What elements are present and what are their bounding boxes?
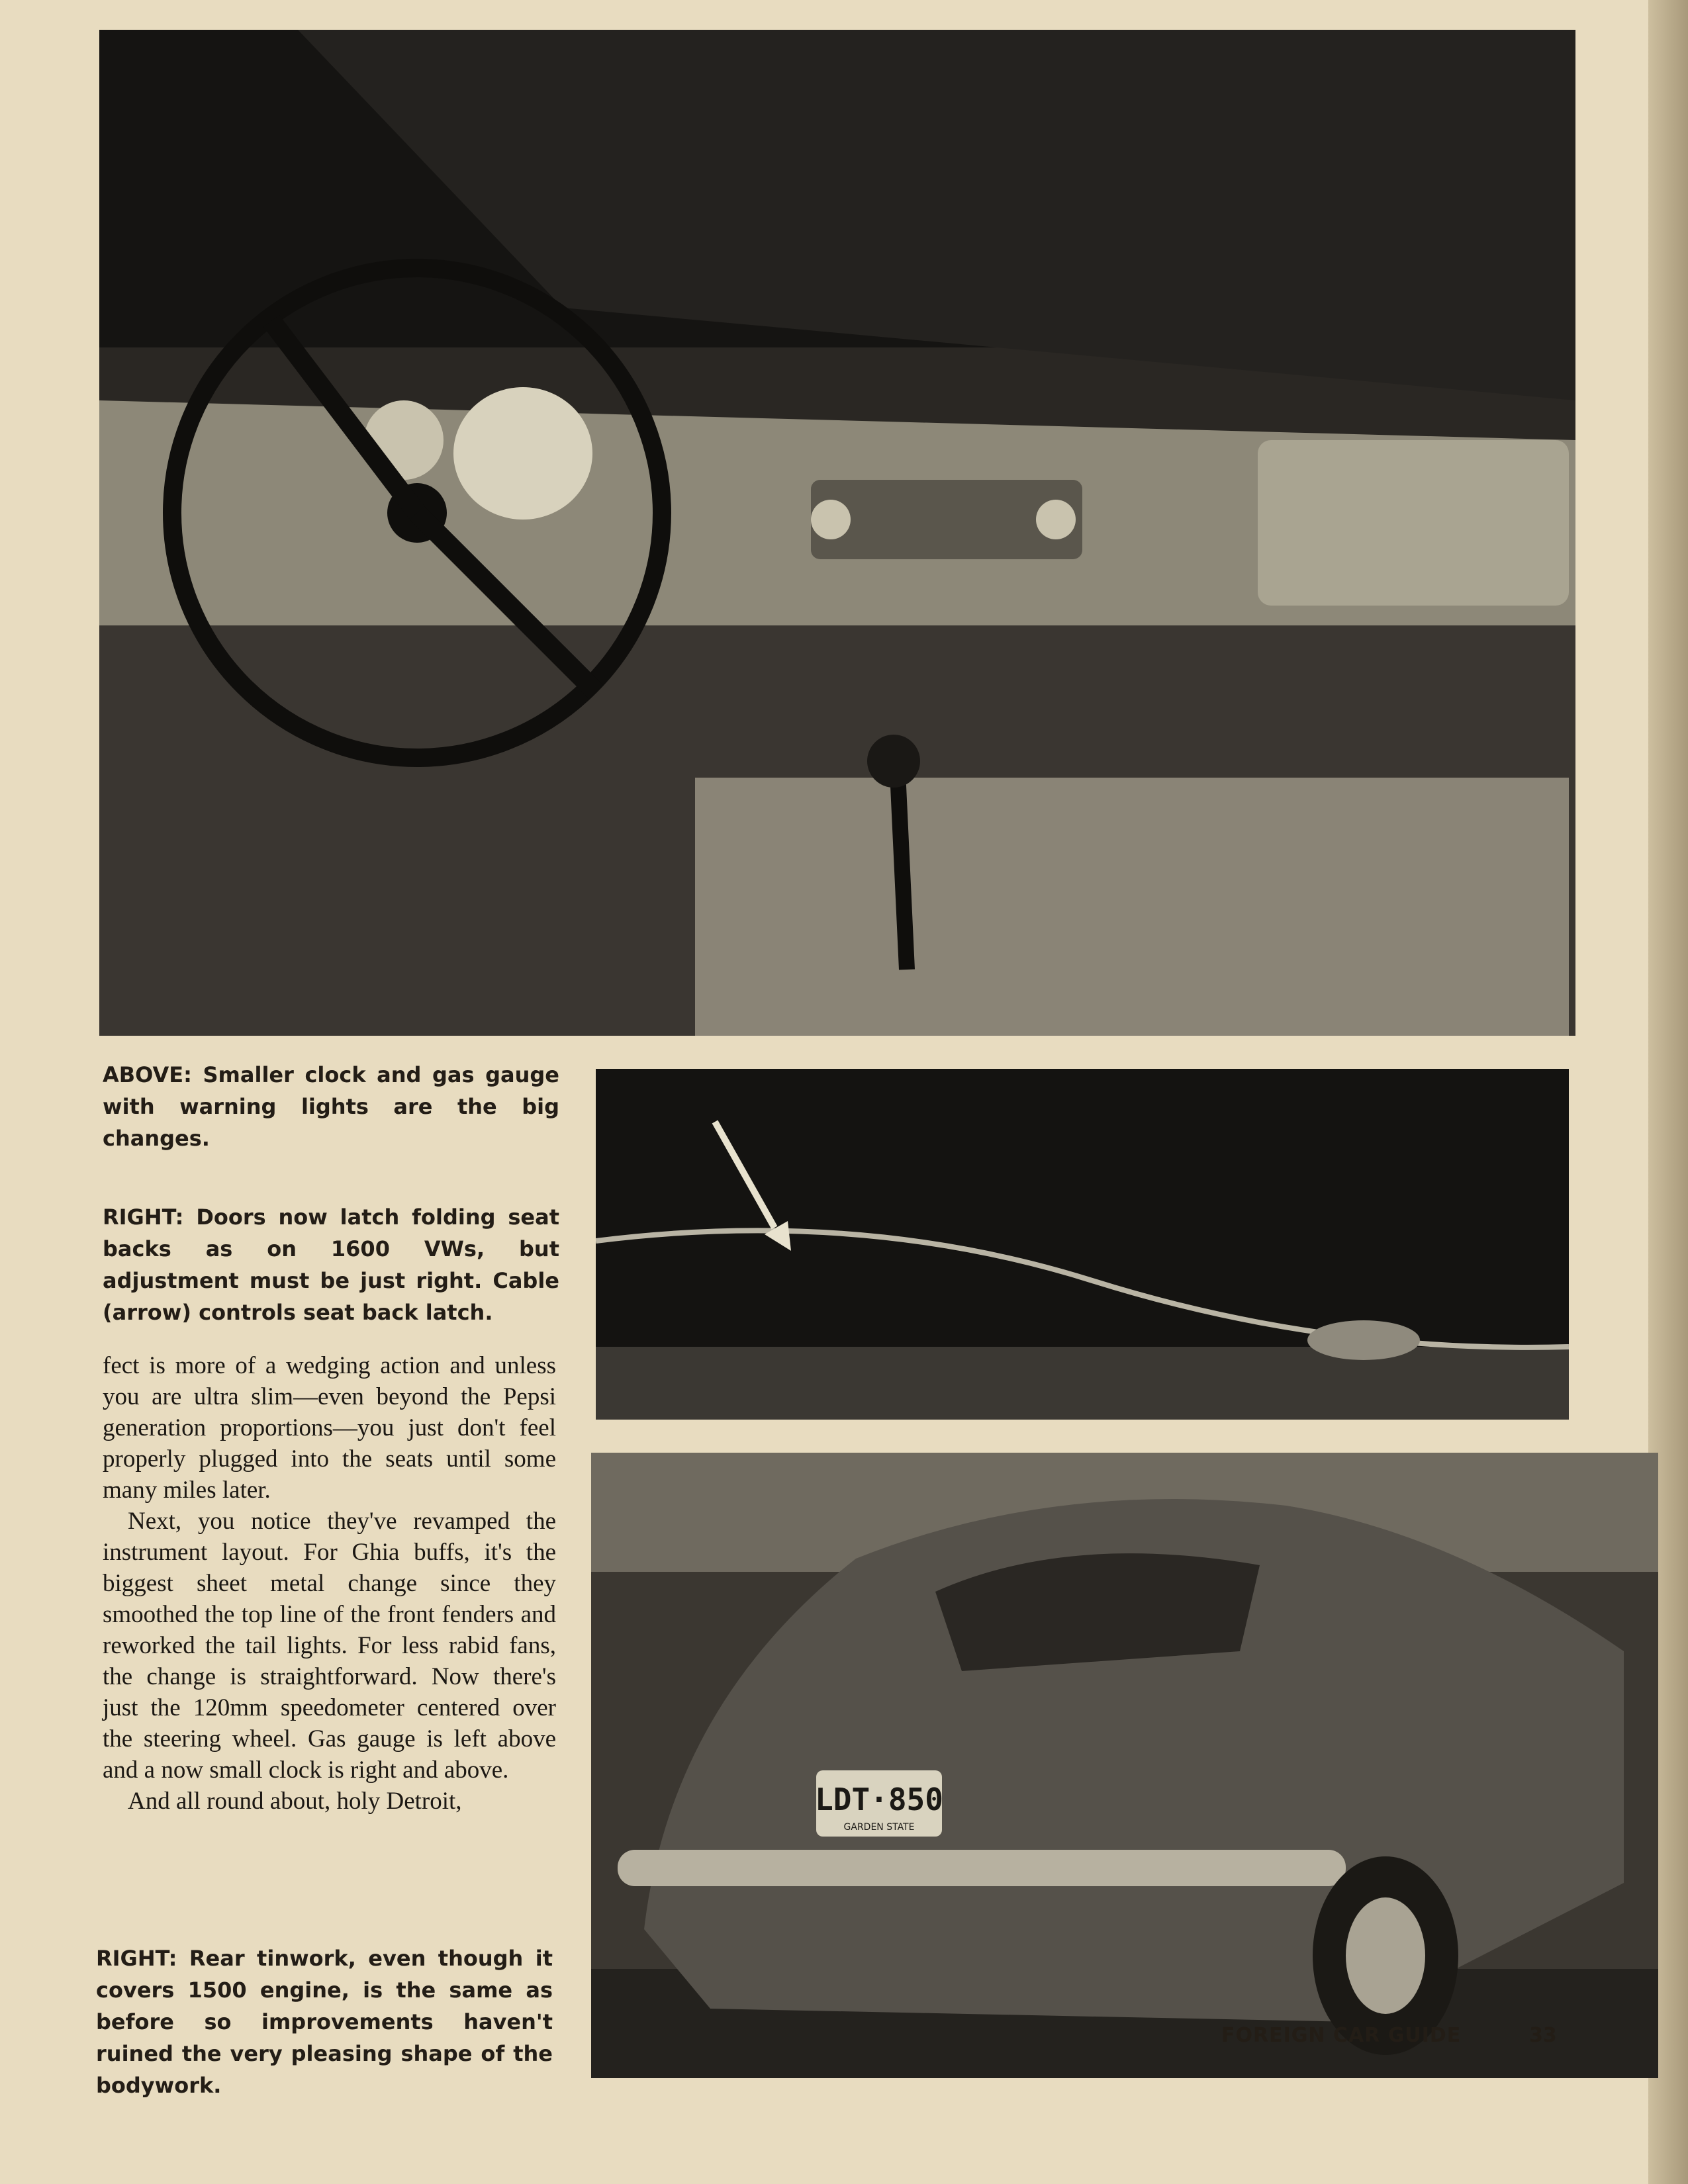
page-number: 33 [1529,2024,1557,2047]
article-body [103,1350,556,1817]
rear-car-photo [591,1453,1658,2078]
caption-lead: ABOVE: [103,1062,192,1087]
caption-text: Rear tinwork, even though it covers 1500 engine, is the same as before so improvements haven't ruined the very pleasing shape of the bodywork. [96,1946,553,2098]
license-plate: LDT·850 [815,1782,943,1817]
caption-text: Doors now latch folding seat backs as on 1600 VWs, but adjustment must be just right. Cable (arrow) controls seat back latch. [103,1205,560,1325]
publication-title: FOREIGN CAR GUIDE [1221,2024,1462,2047]
body-paragraph: And all round about, holy Detroit, [128,1788,462,1815]
license-plate-state: GARDEN STATE [843,1822,915,1833]
caption-rear-tinwork [96,1942,553,2101]
body-paragraph: fect is more of a wedging action and unless you are ultra slim—even beyond the Pepsi generation proportions—you just don't feel properly plugged into the seats until some many miles later. [103,1352,556,1504]
seat-cable-photo [596,1069,1569,1420]
caption-above [103,1059,559,1154]
caption-lead: RIGHT: [103,1205,184,1230]
body-paragraph: Next, you notice they've revamped the instrument layout. For Ghia buffs, it's the biggest sheet metal change since they smoothed the top line of the front fenders and reworked the tail lights. For less rabid fans, the change is straightforward. Now there's just the 120mm speedometer centered over the steering wheel. Gas gauge is left above and a now small clock is right and above. [103,1508,556,1784]
dashboard-photo [99,30,1575,1036]
caption-text: Smaller clock and gas gauge with warning lights are the big changes. [103,1062,560,1151]
caption-seat-latch [103,1201,559,1328]
caption-lead: RIGHT: [96,1946,177,1971]
